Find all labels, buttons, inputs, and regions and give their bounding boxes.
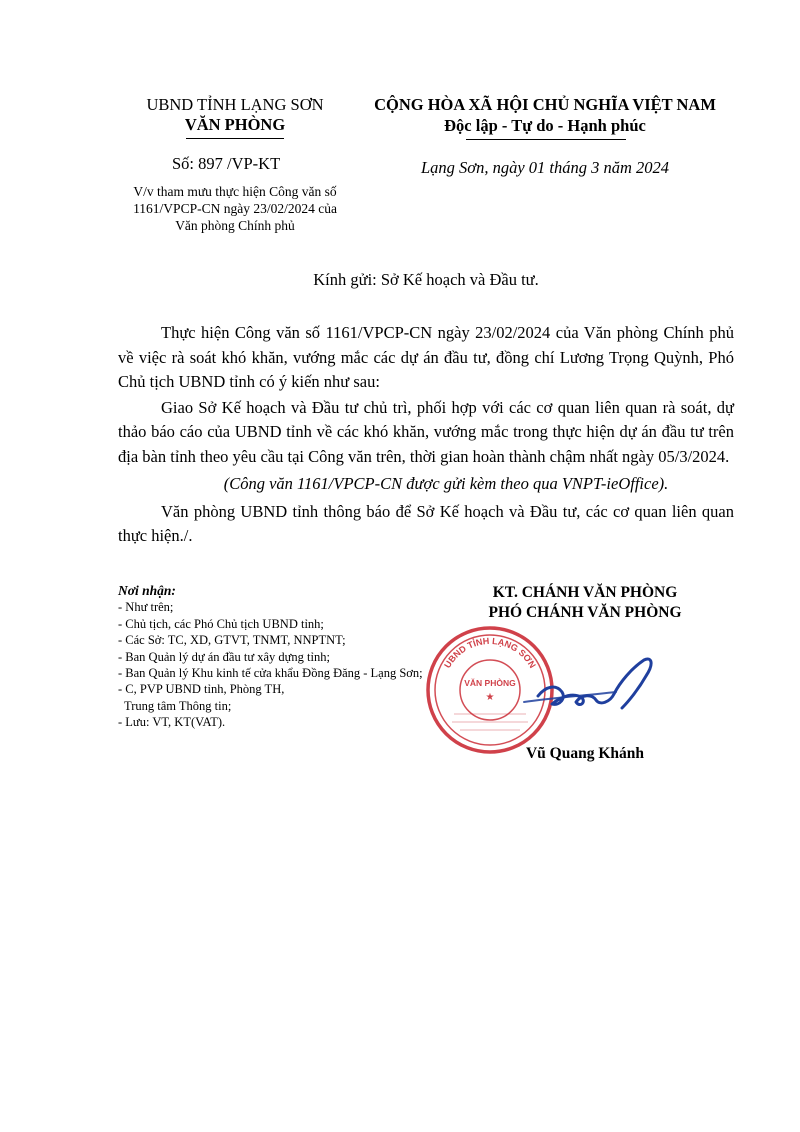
seal-ring-text: UBND TỈNH LẠNG SƠN bbox=[442, 635, 538, 670]
body-paragraph-2: Giao Sở Kế hoạch và Đầu tư chủ trì, phối hợp với các cơ quan liên quan rà soát, dự thảo báo cáo của UBND tỉnh về các khó khăn, vướng mắc trong thực hiện dự án đầu tư trên địa bàn tỉnh theo yêu cầu tại Công văn trên, thời gian hoàn thành chậm nhất ngày 05/3/2024. bbox=[118, 397, 734, 466]
handwritten-signature bbox=[520, 652, 670, 732]
recipient-item: - Ban Quản lý dự án đầu tư xây dựng tỉnh; bbox=[118, 649, 330, 664]
subject-line: Văn phòng Chính phủ bbox=[175, 218, 295, 233]
header-left-underline bbox=[186, 138, 284, 139]
salutation: Kính gửi: Sở Kế hoạch và Đầu tư. bbox=[313, 270, 539, 289]
recipients-block bbox=[118, 583, 423, 731]
recipient-item: - Lưu: VT, KT(VAT). bbox=[118, 715, 226, 730]
signer-title-2: PHÓ CHÁNH VĂN PHÒNG bbox=[488, 604, 682, 621]
seal-center-text: VĂN PHÒNG bbox=[464, 678, 516, 688]
subject-line: V/v tham mưu thực hiện Công văn số bbox=[133, 184, 337, 199]
recipient-item: - C, PVP UBND tỉnh, Phòng TH, bbox=[118, 682, 285, 697]
seal-star-icon: ★ bbox=[485, 692, 495, 703]
motto-underline bbox=[466, 139, 626, 140]
signer-title-1: KT. CHÁNH VĂN PHÒNG bbox=[492, 584, 678, 601]
national-motto: Độc lập - Tự do - Hạnh phúc bbox=[444, 116, 646, 135]
recipient-item: - Ban Quản lý Khu kinh tế cửa khẩu Đồng Đăng - Lạng Sơn; bbox=[118, 666, 423, 681]
signer-name: Vũ Quang Khánh bbox=[525, 745, 645, 762]
recipient-item: - Như trên; bbox=[118, 600, 174, 615]
body-paragraph-3: Văn phòng UBND tỉnh thông báo để Sở Kế hoạch và Đầu tư, các cơ quan liên quan thực hiện./. bbox=[118, 501, 734, 545]
recipient-item: - Chủ tịch, các Phó Chủ tịch UBND tỉnh; bbox=[118, 616, 324, 631]
subject-line: 1161/VPCP-CN ngày 23/02/2024 của bbox=[133, 201, 337, 216]
letter-body bbox=[118, 321, 734, 549]
office-name: VĂN PHÒNG bbox=[184, 115, 286, 134]
attachment-note: (Công văn 1161/VPCP-CN được gửi kèm theo qua VNPT-ieOffice). bbox=[223, 474, 669, 493]
date-place: Lạng Sơn, ngày 01 tháng 3 năm 2024 bbox=[420, 158, 670, 177]
recipient-item: - Các Sở: TC, XD, GTVT, TNMT, NNPTNT; bbox=[118, 633, 346, 648]
document-number: Số: 897 /VP-KT bbox=[172, 154, 281, 173]
document-subject bbox=[110, 183, 360, 234]
recipient-item: Trung tâm Thông tin; bbox=[124, 698, 232, 713]
national-title: CỘNG HÒA XÃ HỘI CHỦ NGHĨA VIỆT NAM bbox=[374, 95, 716, 114]
signature-stroke bbox=[520, 652, 670, 732]
agency-name: UBND TỈNH LẠNG SƠN bbox=[146, 95, 324, 114]
recipients-title: Nơi nhận: bbox=[118, 583, 176, 598]
body-paragraph-1: Thực hiện Công văn số 1161/VPCP-CN ngày 23/02/2024 của Văn phòng Chính phủ về việc rà soát khó khăn, vướng mắc các dự án đầu tư, đồng chí Lương Trọng Quỳnh, Phó Chủ tịch UBND tỉnh có ý kiến như sau: bbox=[118, 323, 734, 391]
